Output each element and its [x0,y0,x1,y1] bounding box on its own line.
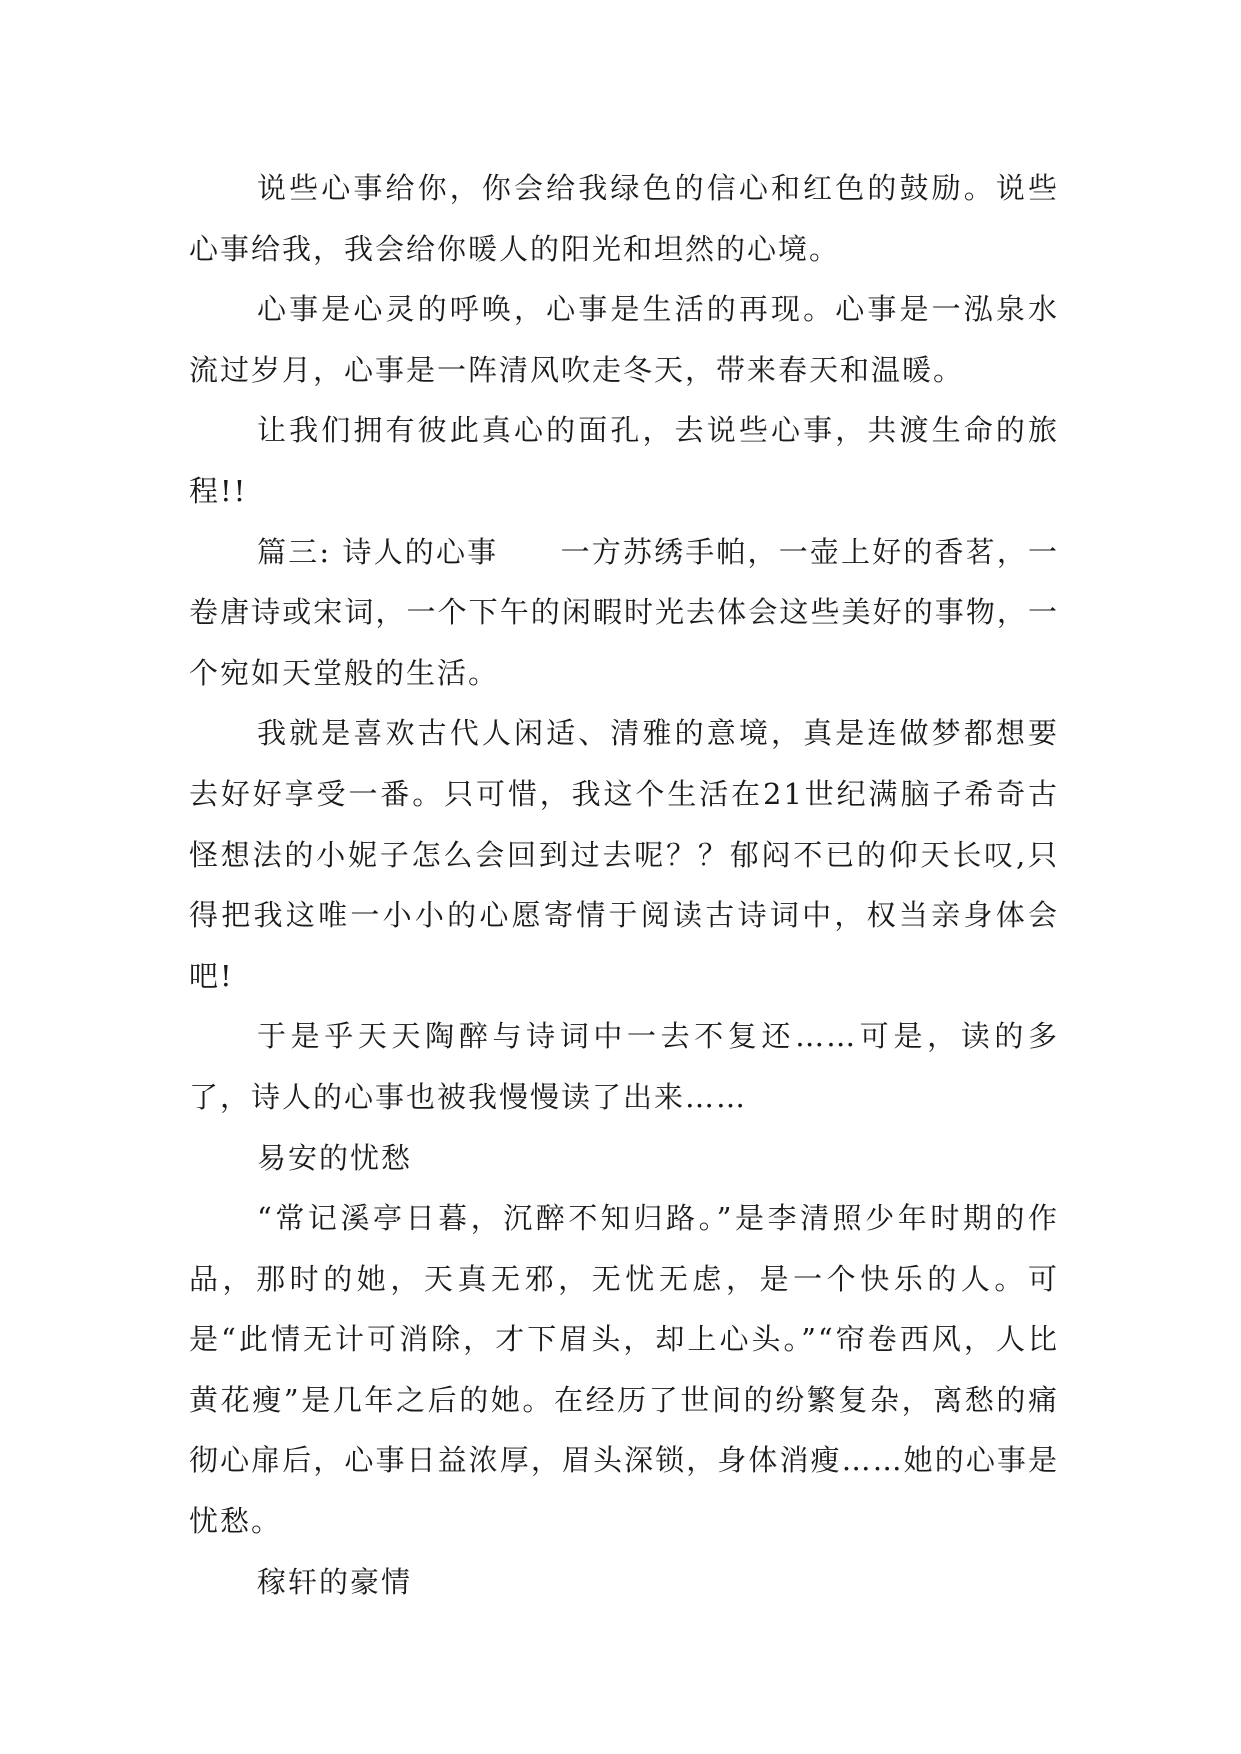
paragraph-li-qingzhao: “常记溪亭日暮，沉醉不知归路。”是李清照少年时期的作品，那时的她，天真无邪，无忧无虑，是一个快乐的人。可是“此情无计可消除，才下眉头，却上心头。”“帘卷西风，人比黄花瘦”是几年之后的她。在经历了世间的纷繁复杂，离愁的痛彻心扉后，心事日益浓厚，眉头深锁，身体消瘦……她的心事是忧愁。 [189,1201,1059,1539]
paragraph-intro: 说些心事给你，你会给我绿色的信心和红色的鼓励。说些心事给我，我会给你暖人的阳光和坦然的心境。 [189,171,1059,266]
paragraph-heart-call: 心事是心灵的呼唤，心事是生活的再现。心事是一泓泉水流过岁月，心事是一阵清风吹走冬天，带来春天和温暖。 [189,292,1059,387]
paragraph-journey: 让我们拥有彼此真心的面孔，去说些心事，共渡生命的旅程!! [189,413,1059,508]
paragraph-reading: 于是乎天天陶醉与诗词中一去不复还……可是，读的多了，诗人的心事也被我慢慢读了出来…… [189,1019,1059,1114]
section-heading-jiaxuan: 稼轩的豪情 [257,1564,413,1599]
paragraph-ancient-mood: 我就是喜欢古代人闲适、清雅的意境，真是连做梦都想要去好好享受一番。只可惜，我这个生活在21世纪满脑子希奇古怪想法的小妮子怎么会回到过去呢？？郁闷不已的仰天长叹,只得把我这唯一小小的心愿寄情于阅读古诗词中，权当亲身体会吧! [189,716,1059,993]
paragraph-chapter-three: 篇三: 诗人的心事 一方苏绣手帕，一壶上好的香茗，一卷唐诗或宋词，一个下午的闲暇时光去体会这些美好的事物，一个宛如天堂般的生活。 [189,534,1059,690]
section-heading-yian: 易安的忧愁 [257,1140,413,1175]
body-text [189,158,1059,1612]
